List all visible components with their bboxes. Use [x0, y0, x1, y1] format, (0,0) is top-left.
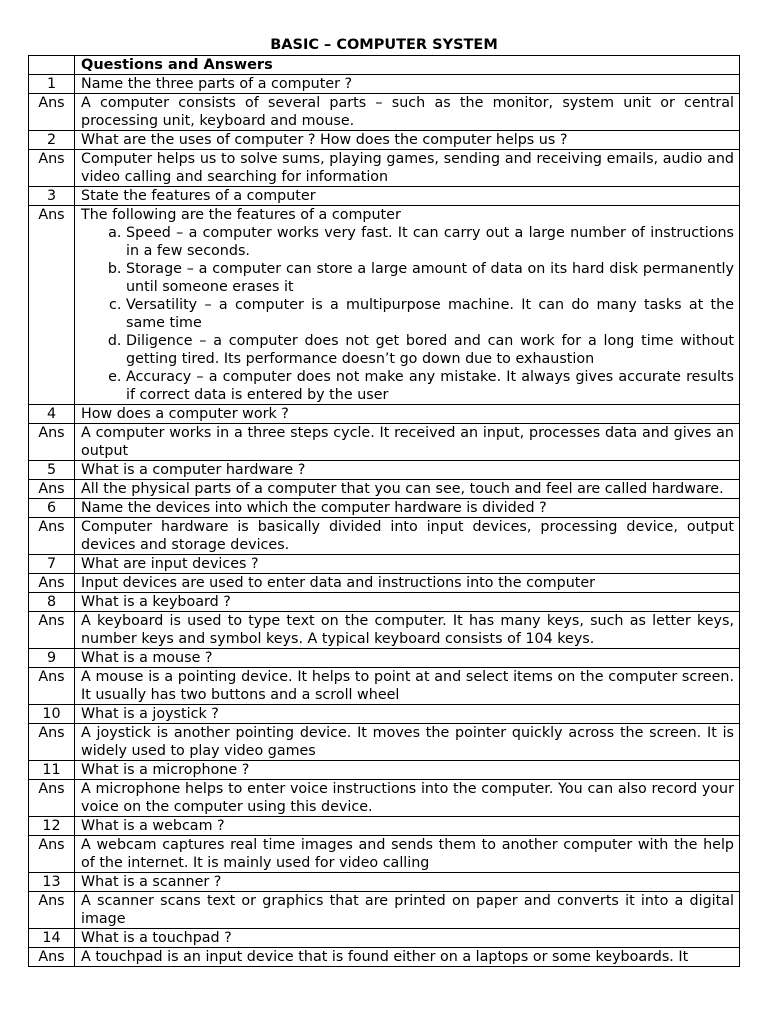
- question-row: [29, 873, 740, 892]
- answer-row: [29, 424, 740, 461]
- question-text: Name the three parts of a computer ?: [75, 75, 740, 94]
- question-text: How does a computer work ?: [75, 405, 740, 424]
- answer-row: [29, 206, 740, 405]
- answer-row: [29, 948, 740, 967]
- answer-label: Ans: [29, 94, 75, 131]
- question-row: [29, 499, 740, 518]
- answer-text: Computer helps us to solve sums, playing games, sending and receiving emails, audio and video calling and searching for information: [81, 151, 734, 185]
- answer-text: A webcam captures real time images and sends them to another computer with the help of the internet. It is mainly used for video calling: [81, 837, 734, 871]
- answer-row: [29, 724, 740, 761]
- answer-text: A scanner scans text or graphics that are printed on paper and converts it into a digital image: [81, 893, 734, 927]
- question-row: [29, 187, 740, 206]
- question-text: What is a mouse ?: [75, 649, 740, 668]
- answer-text: The following are the features of a computer: [81, 207, 401, 223]
- question-number: 8: [29, 593, 75, 612]
- question-number: 11: [29, 761, 75, 780]
- answer-cell: [75, 780, 740, 817]
- question-text: What is a microphone ?: [75, 761, 740, 780]
- question-text: What is a keyboard ?: [75, 593, 740, 612]
- answer-cell: [75, 668, 740, 705]
- table-header-row: [29, 56, 740, 75]
- question-row: [29, 929, 740, 948]
- answer-cell: [75, 94, 740, 131]
- answer-label: Ans: [29, 424, 75, 461]
- answer-cell: [75, 424, 740, 461]
- question-text: What is a computer hardware ?: [75, 461, 740, 480]
- answer-text: Input devices are used to enter data and instructions into the computer: [81, 575, 596, 591]
- answer-row: [29, 780, 740, 817]
- feature-list: [81, 224, 734, 404]
- feature-item: d. Diligence – a computer does not get bored and can work for a long time without getting tired. Its performance doesn’t go down due to exhaustion: [126, 332, 734, 368]
- answer-cell: [75, 480, 740, 499]
- answer-label: Ans: [29, 480, 75, 499]
- answer-text: All the physical parts of a computer that you can see, touch and feel are called hardware.: [81, 481, 724, 497]
- question-text: What is a scanner ?: [75, 873, 740, 892]
- answer-label: Ans: [29, 206, 75, 405]
- answer-cell: [75, 150, 740, 187]
- question-row: [29, 405, 740, 424]
- answer-label: Ans: [29, 574, 75, 593]
- answer-label: Ans: [29, 836, 75, 873]
- answer-row: [29, 518, 740, 555]
- question-number: 14: [29, 929, 75, 948]
- answer-cell: [75, 574, 740, 593]
- answer-cell: [75, 518, 740, 555]
- question-number: 1: [29, 75, 75, 94]
- answer-label: Ans: [29, 150, 75, 187]
- answer-cell: [75, 892, 740, 929]
- answer-cell: [75, 724, 740, 761]
- answer-row: [29, 94, 740, 131]
- question-row: [29, 817, 740, 836]
- answer-row: [29, 668, 740, 705]
- answer-cell: [75, 206, 740, 405]
- question-text: State the features of a computer: [75, 187, 740, 206]
- question-row: [29, 131, 740, 150]
- question-number: 6: [29, 499, 75, 518]
- answer-label: Ans: [29, 780, 75, 817]
- question-row: [29, 649, 740, 668]
- answer-row: [29, 480, 740, 499]
- answer-text: A microphone helps to enter voice instructions into the computer. You can also record your voice on the computer using this device.: [81, 781, 734, 815]
- question-number: 7: [29, 555, 75, 574]
- question-text: What are the uses of computer ? How does the computer helps us ?: [75, 131, 740, 150]
- question-text: Name the devices into which the computer hardware is divided ?: [75, 499, 740, 518]
- question-row: [29, 555, 740, 574]
- answer-cell: [75, 836, 740, 873]
- header-number-cell: [29, 56, 75, 75]
- question-row: [29, 75, 740, 94]
- answer-label: Ans: [29, 724, 75, 761]
- question-number: 9: [29, 649, 75, 668]
- question-row: [29, 593, 740, 612]
- answer-row: [29, 836, 740, 873]
- question-row: [29, 705, 740, 724]
- question-number: 2: [29, 131, 75, 150]
- question-number: 5: [29, 461, 75, 480]
- document-title: BASIC – COMPUTER SYSTEM: [270, 37, 498, 53]
- feature-item: e. Accuracy – a computer does not make any mistake. It always gives accurate results if correct data is entered by the user: [126, 368, 734, 404]
- question-text: What are input devices ?: [75, 555, 740, 574]
- question-text: What is a webcam ?: [75, 817, 740, 836]
- question-number: 13: [29, 873, 75, 892]
- answer-text: Computer hardware is basically divided into input devices, processing device, output devices and storage devices.: [81, 519, 734, 553]
- question-number: 10: [29, 705, 75, 724]
- answer-label: Ans: [29, 892, 75, 929]
- question-text: What is a touchpad ?: [75, 929, 740, 948]
- answer-cell: [75, 948, 740, 967]
- question-text: What is a joystick ?: [75, 705, 740, 724]
- feature-item: b. Storage – a computer can store a large amount of data on its hard disk permanently until someone erases it: [126, 260, 734, 296]
- answer-text: A touchpad is an input device that is found either on a laptops or some keyboards. It: [81, 949, 689, 965]
- answer-label: Ans: [29, 948, 75, 967]
- question-row: [29, 761, 740, 780]
- answer-text: A mouse is a pointing device. It helps to point at and select items on the computer screen. It usually has two buttons and a scroll wheel: [81, 669, 734, 703]
- question-number: 3: [29, 187, 75, 206]
- feature-item: a. Speed – a computer works very fast. It can carry out a large number of instructions in a few seconds.: [126, 224, 734, 260]
- answer-text: A keyboard is used to type text on the computer. It has many keys, such as letter keys, number keys and symbol keys. A typical keyboard consists of 104 keys.: [81, 613, 734, 647]
- answer-row: [29, 892, 740, 929]
- question-number: 4: [29, 405, 75, 424]
- answer-text: A joystick is another pointing device. It moves the pointer quickly across the screen. It is widely used to play video games: [81, 725, 734, 759]
- answer-row: [29, 574, 740, 593]
- answer-row: [29, 150, 740, 187]
- answer-text: A computer works in a three steps cycle. It received an input, processes data and gives an output: [81, 425, 734, 459]
- answer-label: Ans: [29, 668, 75, 705]
- answer-cell: [75, 612, 740, 649]
- header-label: Questions and Answers: [75, 56, 740, 75]
- answer-label: Ans: [29, 518, 75, 555]
- answer-label: Ans: [29, 612, 75, 649]
- feature-item: c. Versatility – a computer is a multipurpose machine. It can do many tasks at the same time: [126, 296, 734, 332]
- question-row: [29, 461, 740, 480]
- answer-text: A computer consists of several parts – such as the monitor, system unit or central processing unit, keyboard and mouse.: [81, 95, 734, 129]
- answer-row: [29, 612, 740, 649]
- question-number: 12: [29, 817, 75, 836]
- qa-table: [28, 55, 740, 967]
